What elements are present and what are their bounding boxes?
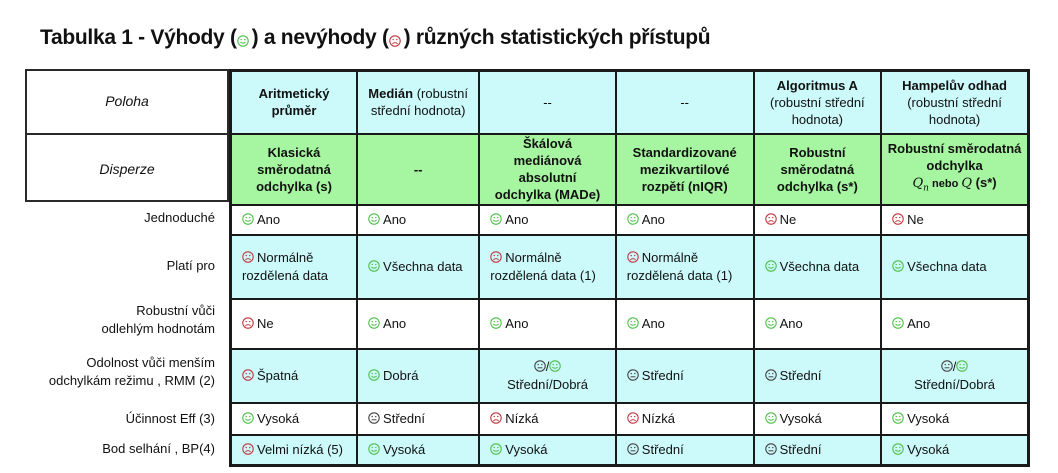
s-star: (s*) (972, 175, 997, 191)
smiley-happy-icon (765, 412, 777, 424)
smiley-happy-icon (765, 317, 777, 329)
table-cell (616, 235, 754, 299)
cell-value: Normálně rozdělená data (242, 249, 329, 283)
table-cell: / Střední/Dobrá (479, 349, 615, 403)
cell-value: Střední (779, 367, 822, 383)
table-row (231, 349, 1029, 403)
cell-value: Všechna data (383, 258, 463, 274)
smiley-neutral-icon (368, 412, 380, 424)
smiley-happy-icon (490, 443, 502, 455)
table-title (40, 26, 710, 50)
table-row (231, 299, 1029, 349)
cell-value: Vysoká (907, 441, 950, 457)
poloha-cell (754, 71, 882, 134)
table-cell (231, 205, 358, 235)
cell-value: Nízká (641, 410, 676, 426)
q-symbol: Q (961, 176, 973, 192)
table-cell (231, 435, 358, 466)
cell-value: Ne (257, 315, 274, 331)
poloha-cell (357, 71, 479, 134)
table-cell (881, 435, 1028, 466)
method-note: -- (680, 94, 690, 110)
cell-value: Ano (505, 211, 529, 227)
method-name: Algoritmus A (776, 77, 858, 93)
cell-value: Střední (641, 441, 684, 457)
table-cell (881, 235, 1028, 299)
cell-value: Ne (779, 211, 797, 227)
cell-value: Ano (383, 211, 407, 227)
poloha-cell (479, 71, 615, 134)
table-cell (479, 403, 615, 435)
disperze-row (231, 134, 1029, 205)
table-cell (357, 349, 479, 403)
disperze-cell: Škálová mediánová absolutní odchylka (MADe) (479, 134, 615, 205)
cell-value: Střední (641, 367, 684, 383)
table-cell (231, 403, 358, 435)
smiley-neutral-icon (941, 360, 953, 372)
poloha-cell (881, 71, 1028, 134)
smiley-sad-icon (765, 213, 777, 225)
method-name: Hampelův odhad (902, 77, 1007, 93)
poloha-row (231, 71, 1029, 134)
table-cell (881, 403, 1028, 435)
smiley-happy-icon (627, 213, 639, 225)
table-cell (616, 299, 754, 349)
smiley-happy-icon (490, 213, 502, 225)
smiley-happy-icon (549, 360, 561, 372)
row-label: Robustní vůči odlehlým hodnotám (101, 303, 215, 336)
method-note: (robustní střední hodnota) (907, 94, 1002, 127)
smiley-happy-icon (892, 412, 904, 424)
cell-value: Vysoká (907, 410, 950, 426)
cell-value: Střední (779, 441, 822, 457)
smiley-neutral-icon (534, 360, 546, 372)
table-cell (357, 435, 479, 466)
row-label: Odolnost vůči menším odchylkám režimu , RMM (2) (48, 355, 215, 388)
smiley-sad-icon (627, 412, 639, 424)
table-cell (231, 235, 358, 299)
table-cell (479, 235, 615, 299)
poloha-cell (231, 71, 358, 134)
nebo-text: nebo (928, 178, 962, 191)
table-row (231, 435, 1029, 466)
disperze-cell (881, 134, 1028, 205)
smiley-sad-icon (242, 317, 254, 329)
table-cell (479, 299, 615, 349)
smiley-sad-icon (490, 412, 502, 424)
table-cell (231, 349, 358, 403)
cell-value: Normálně rozdělená data (1) (626, 249, 733, 283)
method-note: (robustní střední hodnota) (370, 86, 469, 119)
smiley-happy-icon (368, 317, 380, 329)
q-symbol: Q (912, 176, 924, 192)
cell-value: Vysoká (779, 410, 822, 426)
smiley-happy-icon (368, 443, 380, 455)
smiley-happy-icon (242, 213, 254, 225)
title-text-2: ) a nevýhody ( (251, 26, 389, 49)
cell-value: Ano (641, 315, 665, 331)
smiley-happy-icon (237, 35, 249, 47)
smiley-sad-icon (242, 443, 254, 455)
table-cell (479, 205, 615, 235)
header-label-box (25, 69, 229, 202)
smiley-neutral-icon (765, 369, 777, 381)
table-cell (881, 205, 1028, 235)
smiley-sad-icon (490, 251, 502, 263)
row-label: Bod selhání , BP(4) (102, 441, 215, 456)
smiley-happy-icon (627, 317, 639, 329)
cell-value: Ne (907, 211, 924, 227)
cell-value: Velmi nízká (5) (257, 441, 343, 457)
poloha-cell (616, 71, 754, 134)
smiley-neutral-icon (627, 369, 639, 381)
cell-value: Ano (505, 315, 529, 331)
table-cell (754, 205, 882, 235)
cell-value: Střední (383, 410, 425, 426)
row-label: Jednoduché (144, 210, 215, 225)
table-cell (357, 403, 479, 435)
disperze-cell: Robustní směrodatná odchylka (s*) (754, 134, 882, 205)
table-cell (616, 435, 754, 466)
table-cell (616, 403, 754, 435)
smiley-happy-icon (892, 260, 904, 272)
table-cell (616, 349, 754, 403)
method-note: (robustní střední hodnota) (770, 94, 865, 127)
smiley-happy-icon (765, 260, 777, 272)
cell-value: Ano (383, 315, 407, 331)
table-cell (754, 235, 882, 299)
smiley-sad-icon (627, 251, 639, 263)
table-cell (231, 299, 358, 349)
smiley-happy-icon (242, 412, 254, 424)
smiley-sad-icon (892, 213, 904, 225)
divider (27, 133, 227, 135)
title-text-1: Tabulka 1 - Výhody ( (40, 26, 237, 49)
disperze-cell: Standardizované mezikvartilové rozpětí (nIQR) (616, 134, 754, 205)
cell-value: Střední/Dobrá (507, 376, 588, 392)
cell-value: Dobrá (383, 367, 419, 383)
table-cell (479, 435, 615, 466)
table-cell (357, 235, 479, 299)
table-cell (754, 435, 882, 466)
cell-value: Všechna data (779, 258, 860, 274)
table-cell: / Střední/Dobrá (881, 349, 1028, 403)
cell-value: Vysoká (257, 410, 300, 426)
disperze-label: Disperze (99, 161, 155, 177)
smiley-happy-icon (368, 260, 380, 272)
cell-value: Vysoká (505, 441, 548, 457)
smiley-sad-icon (242, 369, 254, 381)
disperze-cell: Klasická směrodatná odchylka (s) (231, 134, 358, 205)
method-name: Medián (368, 86, 414, 102)
cell-value: Nízká (505, 410, 539, 426)
disperze-cell: -- (357, 134, 479, 205)
cell-value: Špatná (257, 367, 299, 383)
smiley-happy-icon (956, 360, 968, 372)
smiley-sad-icon (389, 35, 401, 47)
poloha-label: Poloha (105, 93, 149, 109)
cell-value: Ano (641, 211, 665, 227)
q-subscript: n (923, 183, 929, 194)
smiley-happy-icon (368, 369, 380, 381)
row-label: Platí pro (166, 258, 215, 273)
cell-value: Vysoká (383, 441, 426, 457)
method-note: -- (543, 94, 552, 110)
comparison-table (229, 69, 1030, 467)
cell-value: Ano (779, 315, 803, 331)
title-text-3: ) různých statistických přístupů (403, 26, 711, 49)
table-row (231, 235, 1029, 299)
cell-value: Všechna data (907, 258, 987, 274)
smiley-happy-icon (368, 213, 380, 225)
smiley-happy-icon (490, 317, 502, 329)
disperze-line: Robustní směrodatná odchylka (887, 141, 1022, 174)
smiley-happy-icon (892, 317, 904, 329)
table-row (231, 205, 1029, 235)
smiley-neutral-icon (627, 443, 639, 455)
table-cell (357, 299, 479, 349)
table-row (231, 403, 1029, 435)
row-label: Účinnost Eff (3) (125, 411, 215, 426)
smiley-sad-icon (242, 251, 254, 263)
table-cell (616, 205, 754, 235)
cell-value: Ano (907, 315, 931, 331)
smiley-neutral-icon (765, 443, 777, 455)
cell-value: Normálně rozdělená data (1) (490, 249, 596, 283)
table-cell (754, 349, 882, 403)
table-cell (754, 299, 882, 349)
table-cell (357, 205, 479, 235)
table-cell (881, 299, 1028, 349)
cell-value: Střední/Dobrá (914, 376, 996, 392)
smiley-happy-icon (892, 443, 904, 455)
table-cell (754, 403, 882, 435)
method-name: Aritmetický průměr (258, 86, 330, 119)
comparison-table-frame (25, 69, 1030, 463)
cell-value: Ano (257, 211, 281, 227)
